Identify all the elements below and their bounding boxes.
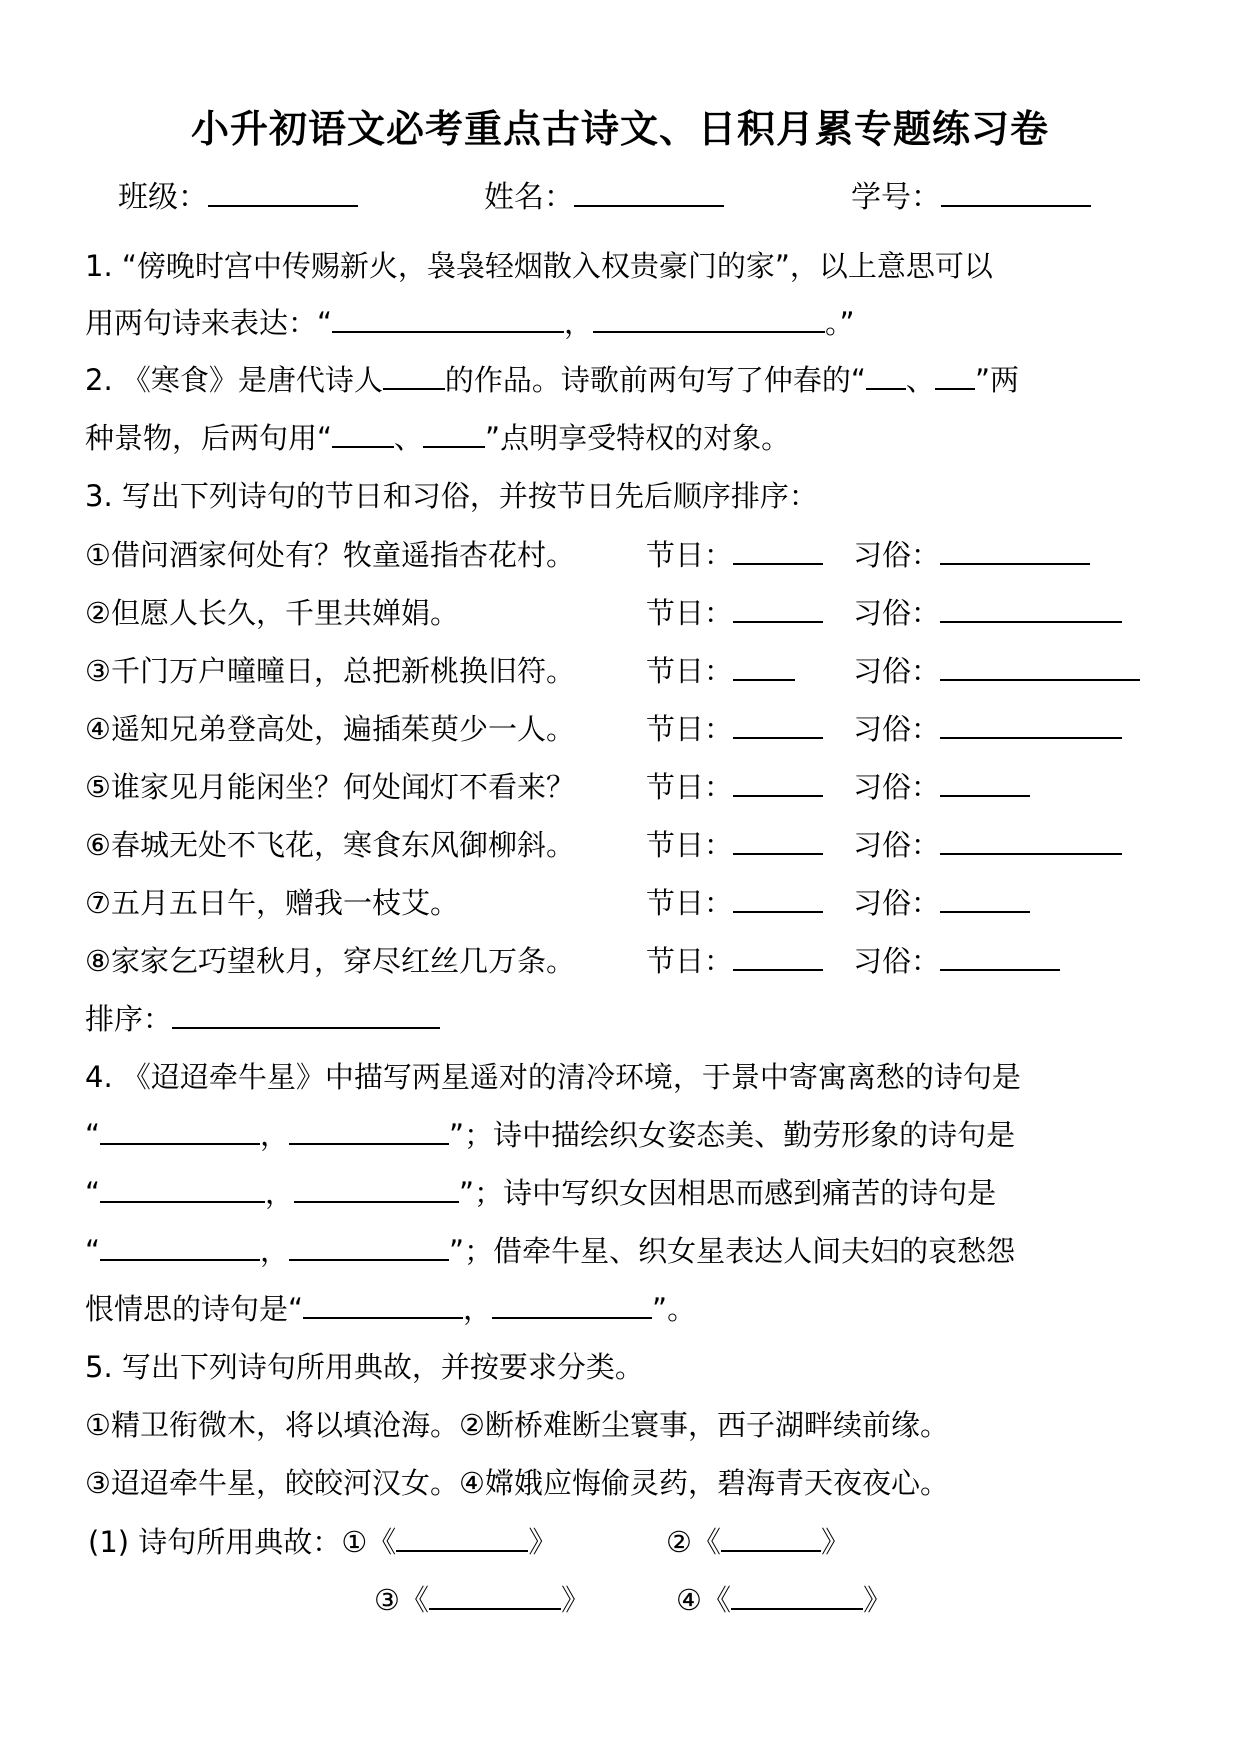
order-label: 排序： bbox=[85, 1002, 173, 1036]
custom-blank-4[interactable] bbox=[940, 709, 1122, 739]
q4-blank-5[interactable] bbox=[100, 1231, 260, 1261]
q3-poem-7: ⑦五月五日午，赠我一枝艾。 bbox=[85, 886, 459, 920]
q3-poem-8: ⑧家家乞巧望秋月，穿尽红丝几万条。 bbox=[85, 944, 575, 978]
q2-text-a: 2. 《寒食》是唐代诗人 bbox=[85, 363, 383, 397]
class-label: 班级： bbox=[118, 180, 208, 215]
name-field bbox=[484, 172, 724, 216]
q5-allusion-blank-4[interactable] bbox=[731, 1580, 863, 1610]
custom-label: 习俗： bbox=[853, 712, 941, 746]
q2-text-f: 、 bbox=[394, 421, 424, 455]
q2-blank-poet[interactable] bbox=[383, 360, 445, 390]
festival-blank-3[interactable] bbox=[733, 651, 795, 681]
q1-line2 bbox=[85, 303, 855, 343]
q3-order bbox=[85, 999, 440, 1039]
q4-blank-6[interactable] bbox=[289, 1231, 449, 1261]
q4-quote-open: “ bbox=[85, 1234, 101, 1268]
q1-text-a: 用两句诗来表达：“ bbox=[85, 306, 333, 340]
q1-blank-1[interactable] bbox=[332, 303, 564, 333]
q4-blank-8[interactable] bbox=[492, 1289, 652, 1319]
order-blank[interactable] bbox=[172, 999, 440, 1029]
q5-allusion-2 bbox=[666, 1522, 850, 1562]
q4-line2 bbox=[85, 1115, 1015, 1155]
q4-blank-7[interactable] bbox=[303, 1289, 463, 1319]
q3-poem-4: ④遥知兄弟登高处，遍插茱萸少一人。 bbox=[85, 712, 575, 746]
festival-blank-2[interactable] bbox=[733, 593, 823, 623]
number-field bbox=[851, 172, 1091, 216]
q3-poem-5: ⑤谁家见月能闲坐？何处闻灯不看来？ bbox=[85, 770, 575, 804]
page-title: 小升初语文必考重点古诗文、日积月累专题练习卷 bbox=[190, 107, 1049, 151]
q5-circle-3: ③《 bbox=[374, 1583, 429, 1617]
q5-allusion-blank-3[interactable] bbox=[429, 1580, 561, 1610]
q3-row-3 bbox=[85, 651, 1155, 691]
q4-line1: 4. 《迢迢牵牛星》中描写两星遥对的清冷环境，于景中寄寓离愁的诗句是 bbox=[85, 1060, 1021, 1094]
q3-poem-6: ⑥春城无处不飞花，寒食东风御柳斜。 bbox=[85, 828, 575, 862]
custom-label: 习俗： bbox=[853, 770, 941, 804]
q1-blank-2[interactable] bbox=[593, 303, 825, 333]
festival-blank-1[interactable] bbox=[733, 535, 823, 565]
q4-line3 bbox=[85, 1173, 996, 1213]
q5-allusion-blank-1[interactable] bbox=[396, 1522, 528, 1552]
q4-line5-tail: ”。 bbox=[652, 1292, 697, 1326]
custom-blank-3[interactable] bbox=[940, 651, 1140, 681]
custom-label: 习俗： bbox=[853, 538, 941, 572]
q4-comma: ， bbox=[265, 1176, 295, 1210]
q4-line2-tail: ”；诗中描绘织女姿态美、勤劳形象的诗句是 bbox=[449, 1118, 1016, 1152]
q4-comma: ， bbox=[260, 1234, 290, 1268]
q2-text-d: ”两 bbox=[974, 363, 1019, 397]
festival-label: 节日： bbox=[646, 712, 734, 746]
q4-comma: ， bbox=[463, 1292, 493, 1326]
custom-blank-6[interactable] bbox=[940, 825, 1122, 855]
q4-blank-1[interactable] bbox=[100, 1115, 260, 1145]
festival-label: 节日： bbox=[646, 770, 734, 804]
number-blank[interactable] bbox=[941, 177, 1091, 207]
q2-text-e: 种景物，后两句用“ bbox=[85, 421, 333, 455]
q5-line1: ①精卫衔微木，将以填沧海。②断桥难断尘寰事，西子湖畔续前缘。 bbox=[85, 1408, 949, 1442]
festival-label: 节日： bbox=[646, 596, 734, 630]
festival-label: 节日： bbox=[646, 944, 734, 978]
festival-label: 节日： bbox=[646, 538, 734, 572]
festival-blank-6[interactable] bbox=[733, 825, 823, 855]
q5-close-2: 》 bbox=[821, 1525, 851, 1559]
q2-text-g: ”点明享受特权的对象。 bbox=[485, 421, 791, 455]
q2-blank-scene-2[interactable] bbox=[935, 360, 975, 390]
q2-text-c: 、 bbox=[905, 363, 935, 397]
custom-label: 习俗： bbox=[853, 944, 941, 978]
q3-row-7 bbox=[85, 883, 1155, 923]
custom-blank-2[interactable] bbox=[940, 593, 1122, 623]
q3-row-8 bbox=[85, 941, 1155, 981]
custom-label: 习俗： bbox=[853, 886, 941, 920]
q3-row-2 bbox=[85, 593, 1155, 633]
q4-line4-tail: ”；借牵牛星、织女星表达人间夫妇的哀愁怨 bbox=[449, 1234, 1016, 1268]
festival-blank-5[interactable] bbox=[733, 767, 823, 797]
q2-blank-scene-1[interactable] bbox=[866, 360, 906, 390]
q3-poem-2: ②但愿人长久，千里共婵娟。 bbox=[85, 596, 459, 630]
custom-blank-7[interactable] bbox=[940, 883, 1030, 913]
q4-quote-open: “ bbox=[85, 1176, 101, 1210]
q3-poem-3: ③千门万户曈曈日，总把新桃换旧符。 bbox=[85, 654, 575, 688]
number-label: 学号： bbox=[851, 180, 941, 215]
q4-quote-open: “ bbox=[85, 1118, 101, 1152]
q5-circle-4: ④《 bbox=[676, 1583, 731, 1617]
q5-heading: 5. 写出下列诗句所用典故，并按要求分类。 bbox=[85, 1350, 644, 1384]
q3-row-6 bbox=[85, 825, 1155, 865]
q2-line2 bbox=[85, 418, 790, 458]
q5-allusion-3 bbox=[374, 1580, 590, 1620]
q4-line5-head: 恨情思的诗句是“ bbox=[85, 1292, 304, 1326]
festival-blank-4[interactable] bbox=[733, 709, 823, 739]
custom-label: 习俗： bbox=[853, 654, 941, 688]
q5-close-4: 》 bbox=[863, 1583, 893, 1617]
custom-blank-1[interactable] bbox=[940, 535, 1090, 565]
q3-poem-1: ①借问酒家何处有？牧童遥指杏花村。 bbox=[85, 538, 575, 572]
q2-blank-object-1[interactable] bbox=[332, 418, 394, 448]
q5-sub1 bbox=[88, 1522, 557, 1562]
q2-line1 bbox=[85, 360, 1019, 400]
festival-blank-8[interactable] bbox=[733, 941, 823, 971]
q5-line2: ③迢迢牵牛星，皎皎河汉女。④嫦娥应悔偷灵药，碧海青天夜夜心。 bbox=[85, 1466, 949, 1500]
class-blank[interactable] bbox=[208, 177, 358, 207]
custom-blank-5[interactable] bbox=[940, 767, 1030, 797]
custom-label: 习俗： bbox=[853, 596, 941, 630]
q3-row-5 bbox=[85, 767, 1155, 807]
name-label: 姓名： bbox=[484, 180, 574, 215]
q5-sub1-label: (1) 诗句所用典故： bbox=[88, 1525, 342, 1559]
q5-allusion-4 bbox=[676, 1580, 892, 1620]
q3-row-1 bbox=[85, 535, 1155, 575]
q4-line4 bbox=[85, 1231, 1015, 1271]
custom-blank-8[interactable] bbox=[940, 941, 1060, 971]
q4-line3-tail: ”；诗中写织女因相思而感到痛苦的诗句是 bbox=[459, 1176, 997, 1210]
q4-blank-2[interactable] bbox=[289, 1115, 449, 1145]
q4-blank-4[interactable] bbox=[294, 1173, 459, 1203]
q3-row-4 bbox=[85, 709, 1155, 749]
q3-heading: 3. 写出下列诗句的节日和习俗，并按节日先后顺序排序： bbox=[85, 479, 818, 513]
q4-comma: ， bbox=[260, 1118, 290, 1152]
name-blank[interactable] bbox=[574, 177, 724, 207]
festival-label: 节日： bbox=[646, 886, 734, 920]
q2-text-b: 的作品。诗歌前两句写了仲春的“ bbox=[444, 363, 866, 397]
q1-text-b: ， bbox=[564, 306, 594, 340]
q5-close-3: 》 bbox=[561, 1583, 591, 1617]
q2-blank-object-2[interactable] bbox=[423, 418, 485, 448]
q4-line5 bbox=[85, 1289, 696, 1329]
q5-circle-1: ①《 bbox=[341, 1525, 397, 1559]
q5-circle-2: ②《 bbox=[666, 1525, 721, 1559]
custom-label: 习俗： bbox=[853, 828, 941, 862]
class-field bbox=[118, 172, 358, 216]
festival-blank-7[interactable] bbox=[733, 883, 823, 913]
q1-text-c: 。” bbox=[825, 306, 855, 340]
q1-line1: 1. “傍晚时宫中传赐新火，袅袅轻烟散入权贵豪门的家”，以上意思可以 bbox=[85, 249, 993, 283]
q4-blank-3[interactable] bbox=[100, 1173, 265, 1203]
q5-allusion-blank-2[interactable] bbox=[721, 1522, 821, 1552]
q5-close-1: 》 bbox=[528, 1525, 558, 1559]
festival-label: 节日： bbox=[646, 828, 734, 862]
festival-label: 节日： bbox=[646, 654, 734, 688]
